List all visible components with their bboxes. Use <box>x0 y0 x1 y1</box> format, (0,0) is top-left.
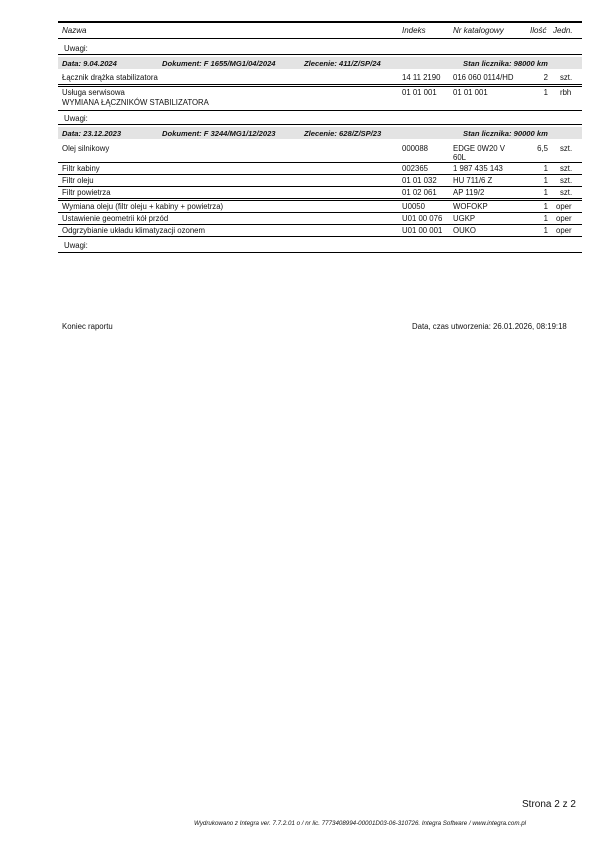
service-catalog: UGKP <box>453 214 476 223</box>
divider <box>58 86 582 87</box>
item-unit: szt. <box>560 188 573 197</box>
uwagi-label: Uwagi: <box>64 241 88 250</box>
order-zlecenie: Zlecenie: 411/Z/SP/24 <box>304 59 381 68</box>
item-qty: 1 <box>543 176 548 185</box>
item-catalog: HU 711/6 Z <box>453 176 493 185</box>
item-name: Olej silnikowy <box>62 144 110 153</box>
service-qty: 1 <box>543 202 548 211</box>
col-header-ilosc: Ilość <box>530 26 547 35</box>
order-date: Data: 9.04.2024 <box>62 59 117 68</box>
service-index: 01 01 001 <box>402 88 437 97</box>
service-unit: rbh <box>560 88 572 97</box>
service-index: U01 00 076 <box>402 214 443 223</box>
header-bottom-rule <box>58 38 582 39</box>
order-date: Data: 23.12.2023 <box>62 129 122 138</box>
service-unit: oper <box>556 214 572 223</box>
item-index: 01 01 032 <box>402 176 437 185</box>
divider <box>58 162 582 163</box>
divider <box>58 186 582 187</box>
service-name: Ustawienie geometrii kół przód <box>62 214 169 223</box>
service-catalog: WOFOKP <box>453 202 488 211</box>
col-header-nr-katalogowy: Nr katalogowy <box>453 26 504 35</box>
item-qty: 1 <box>543 164 548 173</box>
item-qty: 1 <box>543 188 548 197</box>
item-catalog-cont: 60L <box>453 153 467 162</box>
order-document: Dokument: F 3244/MG1/12/2023 <box>162 129 276 138</box>
item-unit: szt. <box>560 164 573 173</box>
order-document: Dokument: F 1655/MG1/04/2024 <box>162 59 276 68</box>
service-unit: oper <box>556 226 572 235</box>
service-catalog: OUKO <box>453 226 476 235</box>
col-header-nazwa: Nazwa <box>62 26 87 35</box>
item-catalog: AP 119/2 <box>453 188 485 197</box>
uwagi-label: Uwagi: <box>64 44 88 53</box>
item-qty: 6,5 <box>537 144 548 153</box>
col-header-indeks: Indeks <box>402 26 426 35</box>
divider <box>58 124 582 125</box>
service-index: U01 00 001 <box>402 226 443 235</box>
item-catalog: 1 987 435 143 <box>453 164 503 173</box>
divider <box>58 198 582 199</box>
item-catalog: 016 060 0114/HD <box>453 73 514 82</box>
divider <box>58 174 582 175</box>
printed-by-note: Wydrukowano z Integra ver. 7.7.2.01 o / nr lic. 7773408994-00001D03-06-310726. Integra Software / www.integra.com.pl <box>194 820 527 827</box>
order-odometer: Stan licznika: 98000 km <box>463 59 548 68</box>
service-qty: 1 <box>543 88 548 97</box>
divider <box>58 252 582 253</box>
order-zlecenie: Zlecenie: 628/Z/SP/23 <box>304 129 382 138</box>
item-unit: szt. <box>560 73 573 82</box>
item-qty: 2 <box>543 73 548 82</box>
divider <box>58 212 582 213</box>
service-qty: 1 <box>543 226 548 235</box>
service-name: Usługa serwisowa <box>62 88 125 97</box>
item-index: 000088 <box>402 144 429 153</box>
service-description: WYMIANA ŁĄCZNIKÓW STABILIZATORA <box>62 98 209 107</box>
service-name: Wymiana oleju (filtr oleju + kabiny + powietrza) <box>62 202 224 211</box>
item-name: Filtr powietrza <box>62 188 111 197</box>
divider <box>58 84 582 85</box>
service-catalog: 01 01 001 <box>453 88 488 97</box>
divider <box>58 236 582 237</box>
item-unit: szt. <box>560 144 573 153</box>
divider <box>58 224 582 225</box>
item-unit: szt. <box>560 176 573 185</box>
creation-timestamp: Data, czas utworzenia: 26.01.2026, 08:19:18 <box>412 322 567 331</box>
uwagi-label: Uwagi: <box>64 114 88 123</box>
col-header-jedn: Jedn. <box>553 26 573 35</box>
order-odometer: Stan licznika: 90000 km <box>463 129 548 138</box>
page-number: Strona 2 z 2 <box>522 799 576 810</box>
item-index: 002365 <box>402 164 429 173</box>
service-name: Odgrzybianie układu klimatyzacji ozonem <box>62 226 206 235</box>
item-catalog: EDGE 0W20 V <box>453 144 505 153</box>
service-qty: 1 <box>543 214 548 223</box>
report-end-label: Koniec raportu <box>62 322 113 331</box>
divider <box>58 200 582 201</box>
divider <box>58 54 582 55</box>
item-index: 14 11 2190 <box>402 73 441 82</box>
item-name: Łącznik drążka stabilizatora <box>62 73 158 82</box>
item-name: Filtr oleju <box>62 176 94 185</box>
item-name: Filtr kabiny <box>62 164 100 173</box>
service-unit: oper <box>556 202 572 211</box>
header-top-rule <box>58 21 582 23</box>
service-index: U0050 <box>402 202 425 211</box>
item-index: 01 02 061 <box>402 188 437 197</box>
divider <box>58 110 582 111</box>
